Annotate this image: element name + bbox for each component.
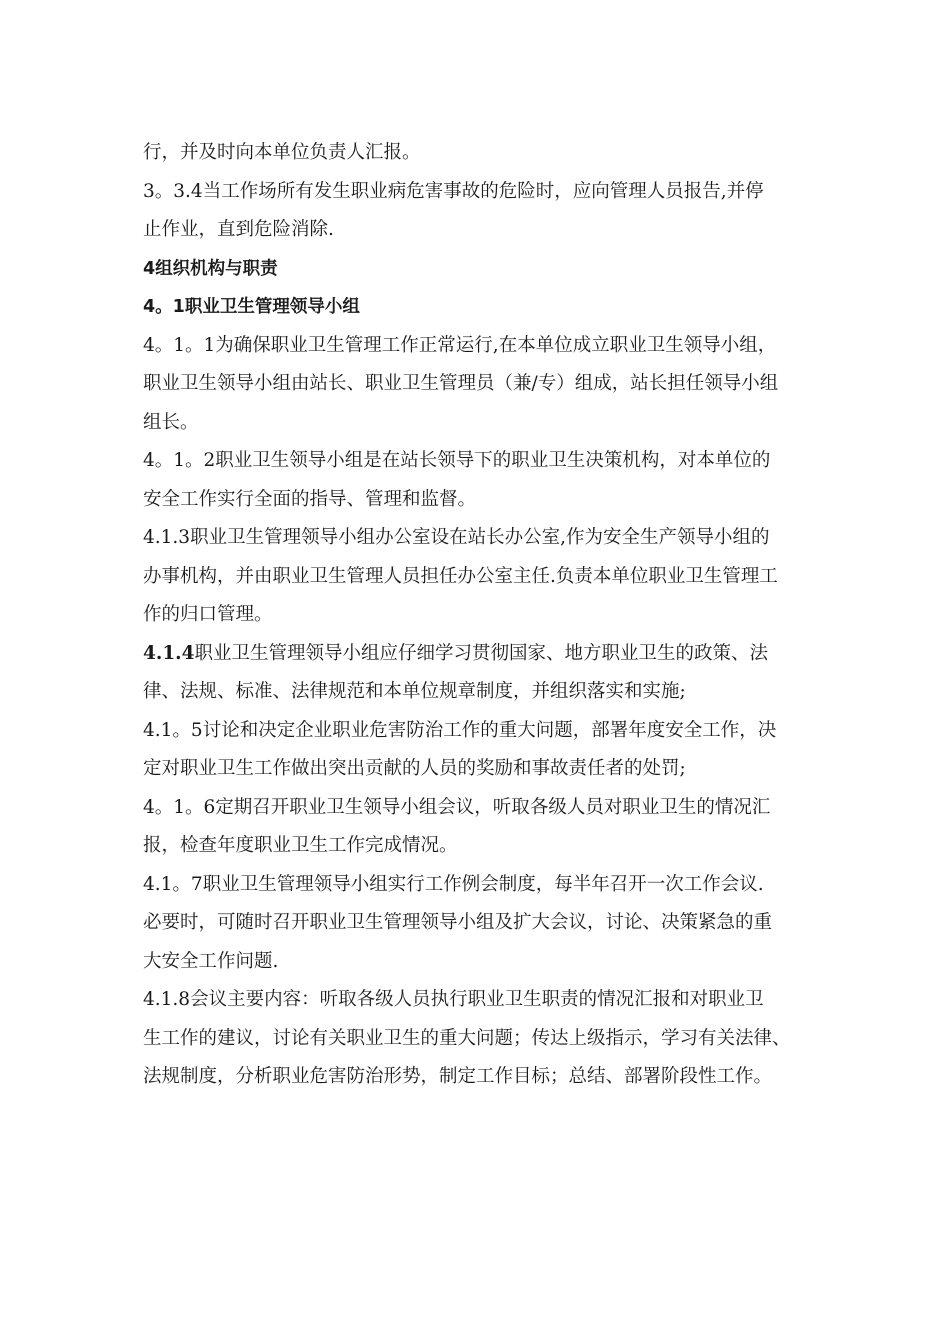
subsection-heading: 4。1职业卫生管理领导小组 xyxy=(143,297,360,317)
paragraph-line: 办事机构，并由职业卫生管理人员担任办公室主任.负责本单位职业卫生管理工 xyxy=(143,565,778,587)
document-body xyxy=(143,134,823,1097)
paragraph-line: 安全工作实行全面的指导、管理和监督。 xyxy=(143,488,477,510)
clause-text: 职业卫生管理领导小组应仔细学习贯彻国家、地方职业卫生的政策、法 xyxy=(194,642,769,664)
paragraph-line: 4。1。2职业卫生领导小组是在站长领导下的职业卫生决策机构，对本单位的 xyxy=(143,450,771,471)
paragraph-line: 必要时，可随时召开职业卫生管理领导小组及扩大会议，讨论、决策紧急的重 xyxy=(143,912,773,933)
paragraph-line: 4。1。1为确保职业卫生管理工作正常运行,在本单位成立职业卫生领导小组， xyxy=(143,334,777,356)
paragraph-line: 法规制度，分析职业危害防治形势，制定工作目标；总结、部署阶段性工作。 xyxy=(143,1066,773,1087)
paragraph-line: 职业卫生领导小组由站长、职业卫生管理员（兼/专）组成，站长担任领导小组 xyxy=(143,373,779,394)
paragraph-line: 4。1。6定期召开职业卫生领导小组会议，听取各级人员对职业卫生的情况汇 xyxy=(143,796,771,818)
paragraph-line: 4.1.8会议主要内容：听取各级人员执行职业卫生职责的情况汇报和对职业卫 xyxy=(143,989,764,1010)
paragraph-line: 生工作的建议，讨论有关职业卫生的重大问题；传达上级指示，学习有关法律、 xyxy=(143,1027,791,1049)
paragraph-line: 报，检查年度职业卫生工作完成情况。 xyxy=(143,835,458,856)
paragraph-line: 止作业，直到危险消除. xyxy=(143,219,334,240)
paragraph-line xyxy=(143,635,823,674)
section-heading: 4组织机构与职责 xyxy=(143,258,278,279)
paragraph-line: 4.1。7职业卫生管理领导小组实行工作例会制度，每半年召开一次工作会议. xyxy=(143,873,764,895)
paragraph-line: 行，并及时向本单位负责人汇报。 xyxy=(143,142,421,163)
paragraph-line: 4.1.3职业卫生管理领导小组办公室设在站长办公室,作为安全生产领导小组的 xyxy=(143,527,770,548)
paragraph-line: 3。3.4当工作场所有发生职业病危害事故的危险时，应向管理人员报告,并停 xyxy=(143,180,764,202)
paragraph-line: 律、法规、标准、法律规范和本单位规章制度，并组织落实和实施; xyxy=(143,681,686,702)
paragraph-line: 4.1。5讨论和决定企业职业危害防治工作的重大问题，部署年度安全工作，决 xyxy=(143,719,777,741)
paragraph-line: 大安全工作问题. xyxy=(143,950,279,972)
clause-number: 4.1.4 xyxy=(143,642,195,664)
paragraph-line: 组长。 xyxy=(143,411,199,433)
paragraph-line: 定对职业卫生工作做出突出贡献的人员的奖励和事故责任者的处罚; xyxy=(143,758,686,779)
paragraph-line: 作的归口管理。 xyxy=(143,604,273,625)
